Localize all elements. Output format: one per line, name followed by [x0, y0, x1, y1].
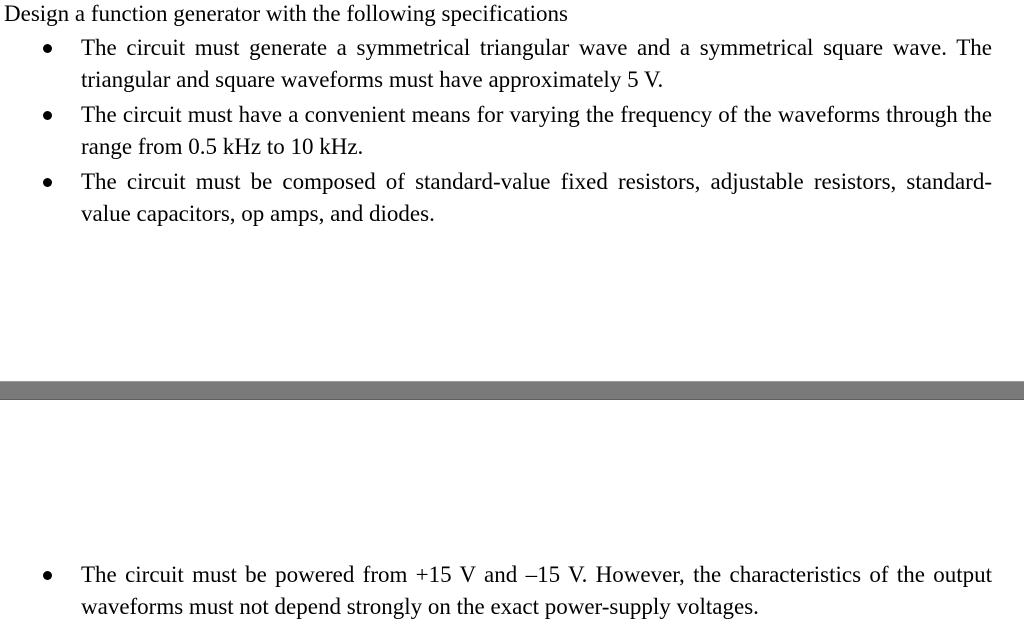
specification-text: The circuit must have a convenient means for varying the frequency of the waveforms through the range from 0.5 kHz to 10 kHz.: [81, 102, 992, 159]
specification-text: The circuit must be composed of standard-value fixed resistors, adjustable resistors, standard-value capacitors, op amps, and diodes.: [81, 169, 992, 226]
specification-item: [0, 99, 1024, 163]
specification-item: [0, 32, 1024, 96]
document-heading: Design a function generator with the following specifications: [4, 1, 568, 26]
specification-text: The circuit must generate a symmetrical triangular wave and a symmetrical square wave. The triangular and square waveforms must have approximately 5 V.: [81, 35, 992, 92]
bullet-icon: [43, 44, 52, 53]
specification-list-top: [0, 32, 1024, 233]
specification-item: [0, 166, 1024, 230]
specification-text: The circuit must be powered from +15 V and –15 V. However, the characteristics of the output waveforms must not depend strongly on the exact power-supply voltages.: [81, 562, 992, 619]
bullet-icon: [43, 111, 52, 120]
specification-item: [0, 559, 1024, 623]
page-divider: [0, 381, 1024, 400]
bullet-icon: [43, 571, 52, 580]
specification-list-bottom: [0, 559, 1024, 623]
bullet-icon: [43, 178, 52, 187]
